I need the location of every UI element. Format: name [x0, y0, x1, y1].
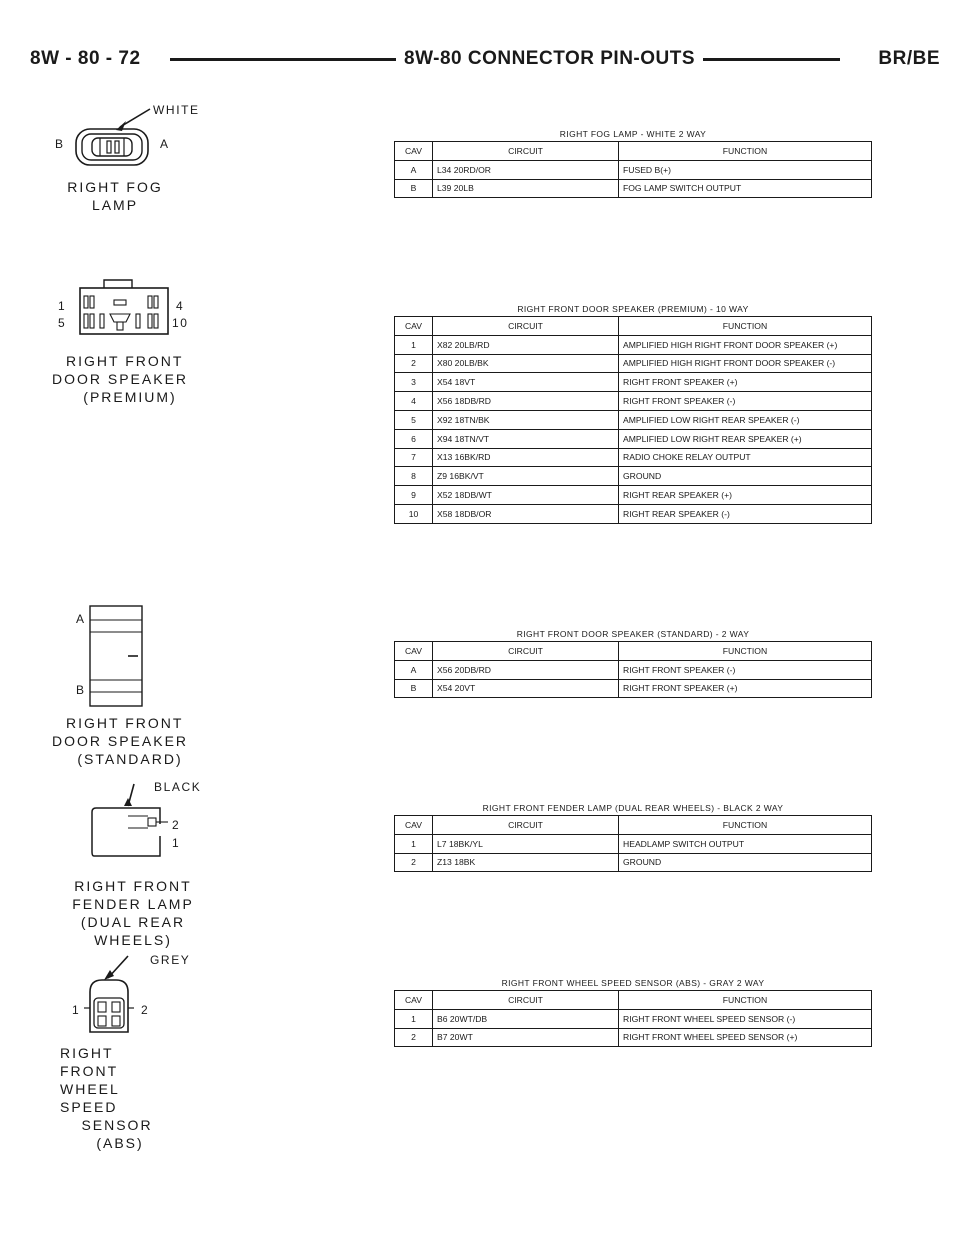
- fog-pin-a-label: A: [160, 137, 170, 151]
- circuit-cell: X54 20VT: [433, 679, 619, 698]
- standard-label-line-1: RIGHT FRONT: [66, 715, 184, 731]
- table-row: [395, 486, 872, 505]
- table-row: [395, 504, 872, 523]
- function-cell: RIGHT FRONT SPEAKER (+): [619, 679, 872, 698]
- premium-pin-1-label: 1: [58, 299, 67, 313]
- standard-pin-b-label: B: [76, 683, 86, 697]
- circuit-cell: L34 20RD/OR: [433, 160, 619, 179]
- function-header: FUNCTION: [619, 816, 872, 835]
- function-header: FUNCTION: [619, 642, 872, 661]
- cav-cell: A: [395, 660, 433, 679]
- function-header: FUNCTION: [619, 317, 872, 336]
- page-number: 8W - 80 - 72: [30, 46, 149, 72]
- table-row: [395, 335, 872, 354]
- abs-pin-2-label: 2: [141, 1003, 150, 1017]
- cav-header: CAV: [395, 142, 433, 161]
- table-row: [395, 410, 872, 429]
- cav-cell: 7: [395, 448, 433, 467]
- fender-lamp-table: [394, 801, 872, 872]
- standard-label-line-2: DOOR SPEAKER: [51, 733, 189, 749]
- fender-label-line-1: RIGHT FRONT: [74, 878, 192, 894]
- table-row: [395, 1009, 872, 1028]
- function-cell: RIGHT FRONT SPEAKER (-): [619, 660, 872, 679]
- premium-label-line-3: (PREMIUM): [83, 389, 177, 405]
- table-row: [395, 679, 872, 698]
- abs-connector-label: [50, 1044, 170, 1152]
- premium-table-title: RIGHT FRONT DOOR SPEAKER (PREMIUM) - 10 WAY: [517, 304, 749, 314]
- function-cell: FUSED B(+): [619, 160, 872, 179]
- cav-cell: 1: [395, 834, 433, 853]
- premium-label-line-2: DOOR SPEAKER: [51, 371, 189, 387]
- page-header: [30, 46, 940, 72]
- fog-color-label: WHITE: [153, 103, 200, 117]
- circuit-cell: X56 18DB/RD: [433, 392, 619, 411]
- fog-label-line-1: RIGHT FOG: [67, 179, 163, 195]
- premium-speaker-table: [394, 302, 872, 524]
- fog-label-line-2: LAMP: [91, 197, 139, 213]
- circuit-cell: L39 20LB: [433, 179, 619, 198]
- cav-cell: 2: [395, 354, 433, 373]
- abs-label-line-4: (ABS): [96, 1135, 144, 1151]
- table-row: [395, 179, 872, 198]
- abs-pin-1-label: 1: [72, 1003, 81, 1017]
- table-row: [395, 467, 872, 486]
- circuit-cell: X52 18DB/WT: [433, 486, 619, 505]
- abs-label-line-3: SENSOR: [81, 1117, 153, 1133]
- cav-header: CAV: [395, 816, 433, 835]
- cav-cell: 1: [395, 1009, 433, 1028]
- section-title: 8W-80 CONNECTOR PIN-OUTS: [396, 46, 703, 72]
- fender-label-line-3: (DUAL REAR WHEELS): [80, 914, 186, 948]
- abs-label-line-1: RIGHT FRONT: [60, 1045, 119, 1079]
- abs-sensor-table: [394, 976, 872, 1047]
- standard-speaker-table: [394, 627, 872, 698]
- fender-connector-label: [52, 877, 214, 949]
- fog-connector-label: [40, 178, 190, 214]
- cav-cell: 2: [395, 853, 433, 872]
- premium-pin-4-label: 4: [176, 299, 185, 313]
- table-row: [395, 834, 872, 853]
- circuit-cell: X94 18TN/VT: [433, 429, 619, 448]
- standard-connector-label: [40, 714, 200, 768]
- cav-cell: 10: [395, 504, 433, 523]
- cav-cell: B: [395, 179, 433, 198]
- cav-cell: 9: [395, 486, 433, 505]
- circuit-cell: X80 20LB/BK: [433, 354, 619, 373]
- circuit-cell: Z13 18BK: [433, 853, 619, 872]
- abs-label-line-2: WHEEL SPEED: [60, 1081, 120, 1115]
- circuit-cell: X56 20DB/RD: [433, 660, 619, 679]
- function-cell: RIGHT FRONT SPEAKER (+): [619, 373, 872, 392]
- fender-table-title: RIGHT FRONT FENDER LAMP (DUAL REAR WHEELS) - BLACK 2 WAY: [482, 803, 784, 813]
- fog-lamp-table: [394, 127, 872, 198]
- cav-header: CAV: [395, 991, 433, 1010]
- function-cell: AMPLIFIED HIGH RIGHT FRONT DOOR SPEAKER (-): [619, 354, 872, 373]
- table-row: [395, 448, 872, 467]
- function-cell: RIGHT FRONT WHEEL SPEED SENSOR (+): [619, 1028, 872, 1047]
- table-header-row: [395, 642, 872, 661]
- cav-cell: 1: [395, 335, 433, 354]
- fender-color-label: BLACK: [154, 780, 202, 794]
- standard-table-title: RIGHT FRONT DOOR SPEAKER (STANDARD) - 2 WAY: [516, 629, 750, 639]
- circuit-header: CIRCUIT: [433, 991, 619, 1010]
- circuit-cell: X92 18TN/BK: [433, 410, 619, 429]
- function-cell: RIGHT FRONT WHEEL SPEED SENSOR (-): [619, 1009, 872, 1028]
- cav-cell: B: [395, 679, 433, 698]
- function-cell: RIGHT REAR SPEAKER (+): [619, 486, 872, 505]
- abs-color-label: GREY: [150, 953, 191, 967]
- circuit-cell: L7 18BK/YL: [433, 834, 619, 853]
- circuit-cell: Z9 16BK/VT: [433, 467, 619, 486]
- fender-label-line-2: FENDER LAMP: [72, 896, 194, 912]
- cav-cell: 2: [395, 1028, 433, 1047]
- function-cell: HEADLAMP SWITCH OUTPUT: [619, 834, 872, 853]
- standard-pin-a-label: A: [76, 612, 86, 626]
- circuit-header: CIRCUIT: [433, 317, 619, 336]
- premium-connector-label: [40, 352, 200, 406]
- abs-table-title: RIGHT FRONT WHEEL SPEED SENSOR (ABS) - GRAY 2 WAY: [501, 978, 765, 988]
- function-cell: AMPLIFIED LOW RIGHT REAR SPEAKER (-): [619, 410, 872, 429]
- function-cell: RIGHT FRONT SPEAKER (-): [619, 392, 872, 411]
- table-row: [395, 660, 872, 679]
- table-row: [395, 1028, 872, 1047]
- circuit-cell: B7 20WT: [433, 1028, 619, 1047]
- function-cell: RADIO CHOKE RELAY OUTPUT: [619, 448, 872, 467]
- fender-pin-2-label: 2: [172, 818, 181, 832]
- fog-table-title: RIGHT FOG LAMP - WHITE 2 WAY: [559, 129, 707, 139]
- fender-pin-1-label: 1: [172, 836, 181, 850]
- circuit-cell: X54 18VT: [433, 373, 619, 392]
- cav-cell: 8: [395, 467, 433, 486]
- circuit-cell: X13 16BK/RD: [433, 448, 619, 467]
- vehicle-code: BR/BE: [870, 46, 940, 72]
- table-header-row: [395, 317, 872, 336]
- header-rule-left: [170, 58, 400, 61]
- circuit-cell: X58 18DB/OR: [433, 504, 619, 523]
- table-header-row: [395, 991, 872, 1010]
- table-row: [395, 392, 872, 411]
- table-row: [395, 429, 872, 448]
- table-header-row: [395, 816, 872, 835]
- circuit-header: CIRCUIT: [433, 142, 619, 161]
- premium-pin-10-label: 10: [172, 316, 189, 330]
- standard-speaker-connector-drawing: [88, 604, 148, 708]
- function-cell: FOG LAMP SWITCH OUTPUT: [619, 179, 872, 198]
- table-header-row: [395, 142, 872, 161]
- table-row: [395, 354, 872, 373]
- cav-header: CAV: [395, 317, 433, 336]
- circuit-cell: B6 20WT/DB: [433, 1009, 619, 1028]
- cav-cell: 3: [395, 373, 433, 392]
- standard-label-line-3: (STANDARD): [77, 751, 183, 767]
- cav-cell: 6: [395, 429, 433, 448]
- table-row: [395, 373, 872, 392]
- cav-cell: 4: [395, 392, 433, 411]
- function-header: FUNCTION: [619, 991, 872, 1010]
- premium-speaker-connector-drawing: [74, 276, 174, 342]
- function-cell: AMPLIFIED LOW RIGHT REAR SPEAKER (+): [619, 429, 872, 448]
- function-cell: RIGHT REAR SPEAKER (-): [619, 504, 872, 523]
- cav-cell: 5: [395, 410, 433, 429]
- function-cell: GROUND: [619, 467, 872, 486]
- table-row: [395, 160, 872, 179]
- premium-pin-5-label: 5: [58, 316, 67, 330]
- table-row: [395, 853, 872, 872]
- circuit-header: CIRCUIT: [433, 816, 619, 835]
- function-header: FUNCTION: [619, 142, 872, 161]
- cav-cell: A: [395, 160, 433, 179]
- function-cell: GROUND: [619, 853, 872, 872]
- circuit-cell: X82 20LB/RD: [433, 335, 619, 354]
- fog-pin-b-label: B: [55, 137, 65, 151]
- cav-header: CAV: [395, 642, 433, 661]
- function-cell: AMPLIFIED HIGH RIGHT FRONT DOOR SPEAKER (+): [619, 335, 872, 354]
- circuit-header: CIRCUIT: [433, 642, 619, 661]
- premium-label-line-1: RIGHT FRONT: [66, 353, 184, 369]
